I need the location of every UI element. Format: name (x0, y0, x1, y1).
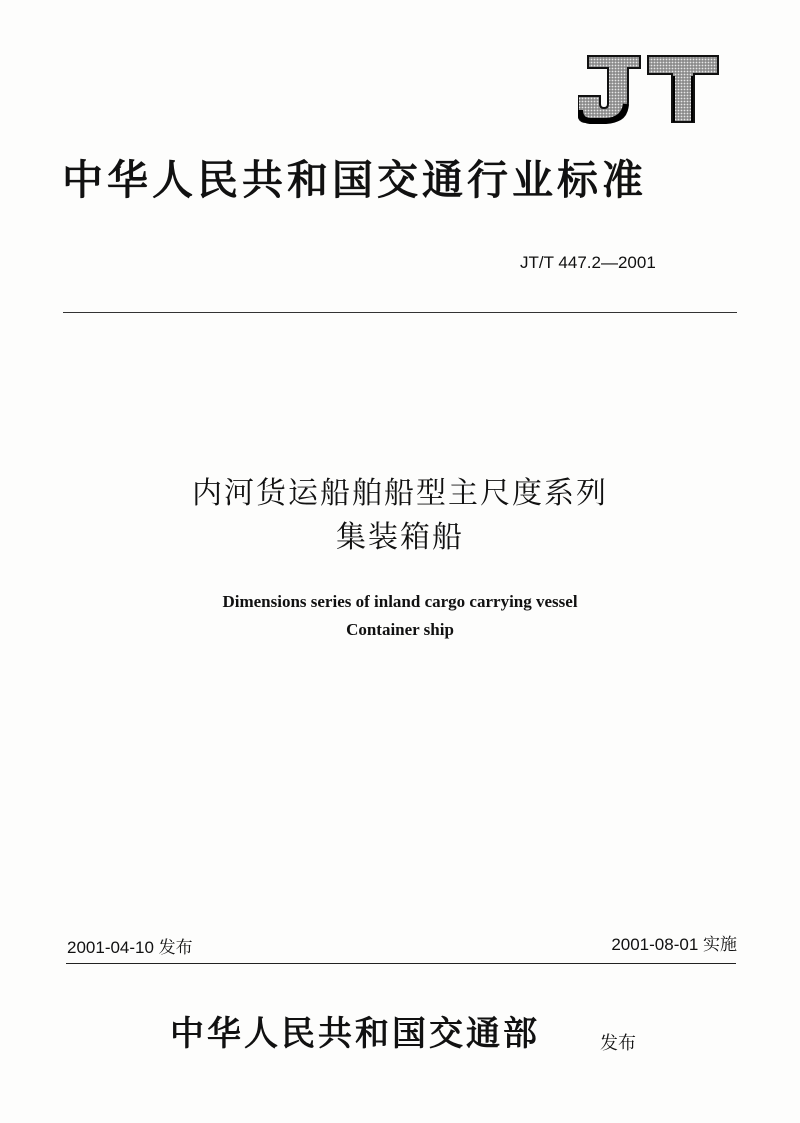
title-en-line1: Dimensions series of inland cargo carrying vessel (222, 592, 578, 611)
title-cn-line1: 内河货运船舶船型主尺度系列 (192, 476, 608, 511)
release-date: 2001-04-10 发布 (67, 938, 193, 957)
jt-logo (578, 52, 720, 124)
issue-label: 发布 (600, 1033, 636, 1054)
top-divider (63, 312, 737, 313)
title-cn-line2: 集装箱船 (336, 520, 464, 555)
title-en-line2: Container ship (346, 620, 454, 639)
issuing-authority: 中华人民共和国交通部 (170, 1014, 540, 1054)
bottom-divider (66, 963, 736, 964)
implementation-date: 2001-08-01 实施 (611, 935, 737, 954)
standard-code: JT/T 447.2—2001 (520, 253, 656, 272)
header-title: 中华人民共和国交通行业标准 (62, 156, 647, 204)
